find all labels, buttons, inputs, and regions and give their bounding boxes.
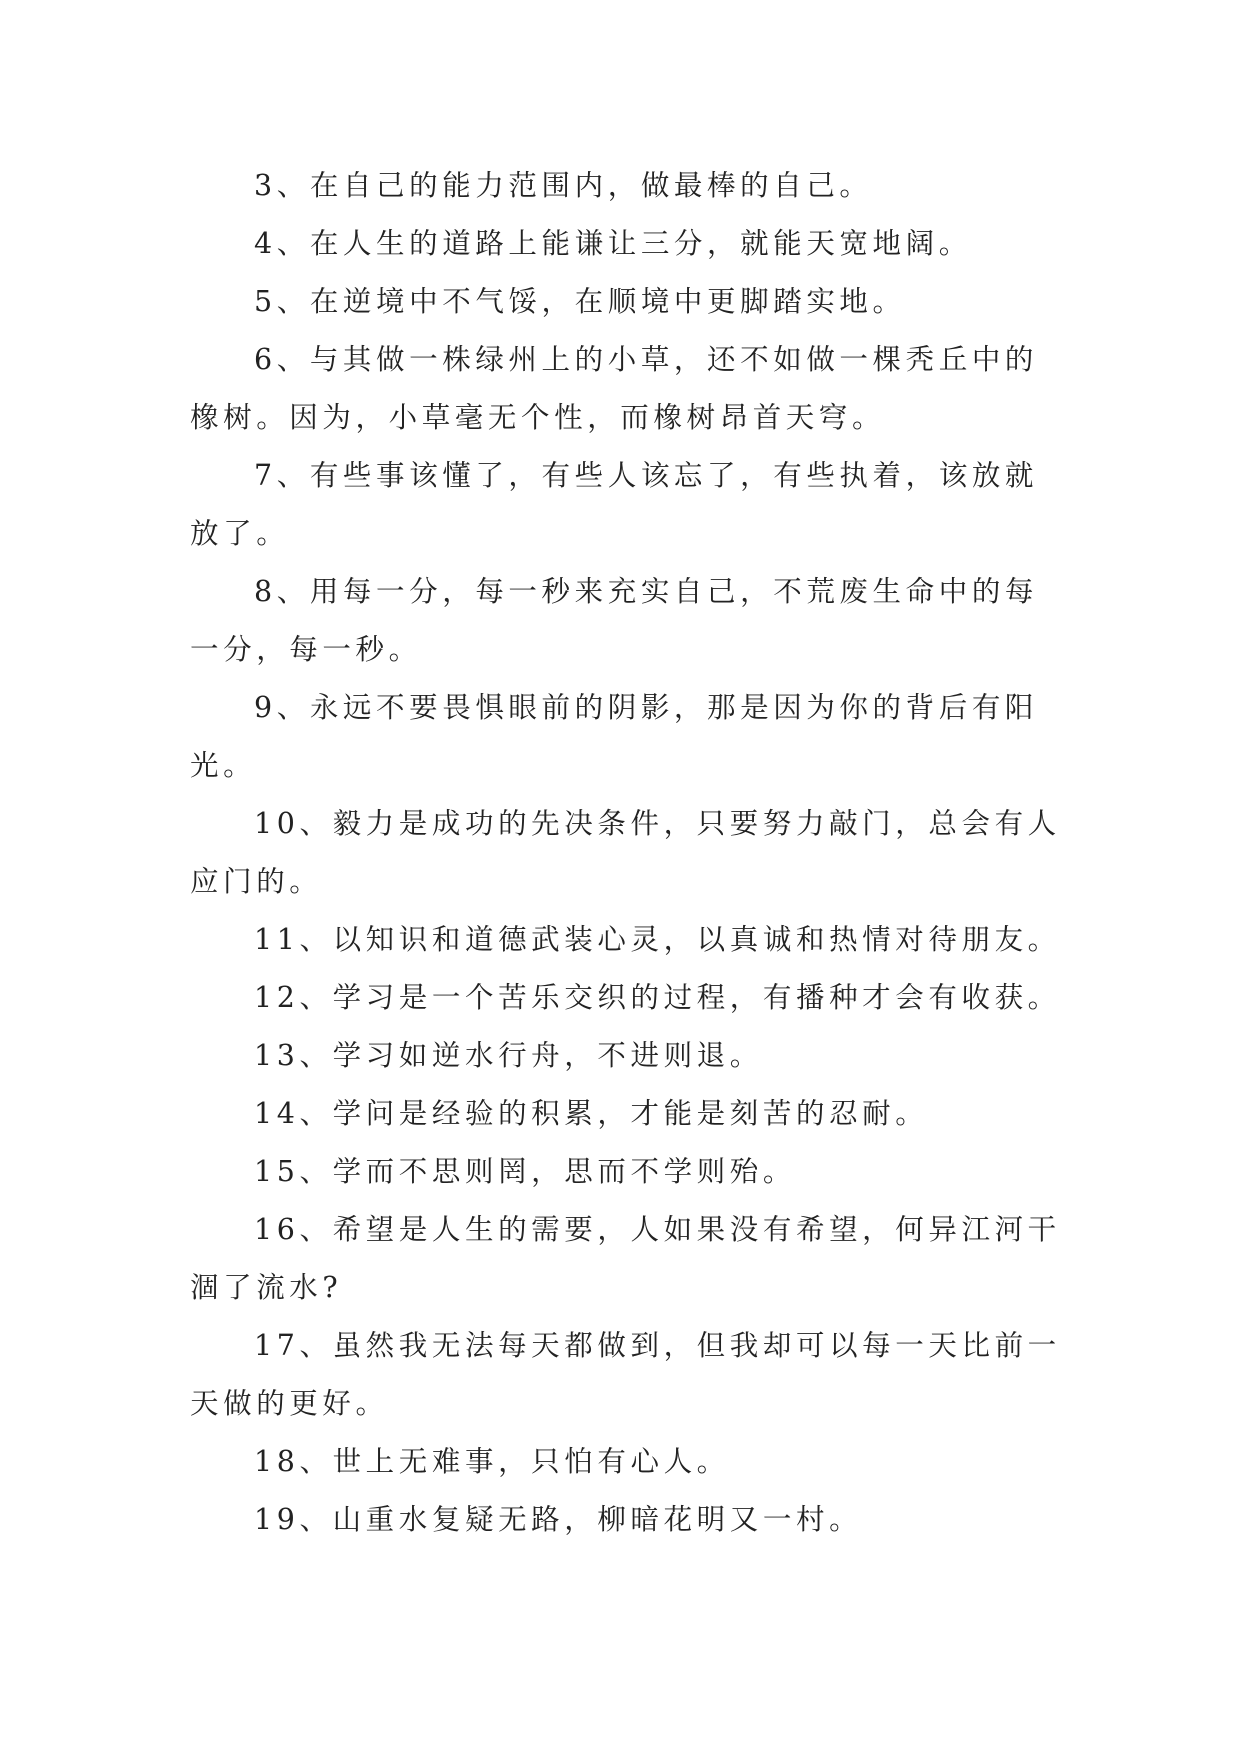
- quote-paragraph: 5、在逆境中不气馁，在顺境中更脚踏实地。: [254, 285, 906, 318]
- quote-paragraph: 17、虽然我无法每天都做到，但我却可以每一天比前一天做的更好。: [190, 1329, 1061, 1420]
- quote-paragraph: 4、在人生的道路上能谦让三分，就能天宽地阔。: [254, 227, 972, 260]
- quote-paragraph: 19、山重水复疑无路，柳暗花明又一村。: [254, 1503, 863, 1536]
- quote-paragraph: 3、在自己的能力范围内，做最棒的自己。: [254, 169, 873, 202]
- quote-paragraph: 10、毅力是成功的先决条件，只要努力敲门，总会有人应门的。: [190, 807, 1061, 898]
- quote-paragraph: 8、用每一分，每一秒来充实自己，不荒废生命中的每一分，每一秒。: [190, 575, 1039, 666]
- quote-paragraph: 9、永远不要畏惧眼前的阴影，那是因为你的背后有阳光。: [190, 691, 1039, 782]
- quote-paragraph: 12、学习是一个苦乐交织的过程，有播种才会有收获。: [254, 981, 1061, 1014]
- quote-list: [190, 157, 1070, 1549]
- quote-paragraph: 13、学习如逆水行舟，不进则退。: [254, 1039, 763, 1072]
- quote-paragraph: 7、有些事该懂了，有些人该忘了，有些执着，该放就放了。: [190, 459, 1039, 550]
- quote-paragraph: 14、学问是经验的积累，才能是刻苦的忍耐。: [254, 1097, 929, 1130]
- quote-paragraph: 16、希望是人生的需要，人如果没有希望，何异江河干涸了流水?: [190, 1213, 1061, 1304]
- quote-paragraph: 11、以知识和道德武装心灵，以真诚和热情对待朋友。: [254, 923, 1061, 956]
- quote-paragraph: 6、与其做一株绿州上的小草，还不如做一棵秃丘中的橡树。因为，小草毫无个性，而橡树昂首天穹。: [190, 343, 1039, 434]
- quote-paragraph: 15、学而不思则罔，思而不学则殆。: [254, 1155, 796, 1188]
- quote-paragraph: 18、世上无难事，只怕有心人。: [254, 1445, 730, 1478]
